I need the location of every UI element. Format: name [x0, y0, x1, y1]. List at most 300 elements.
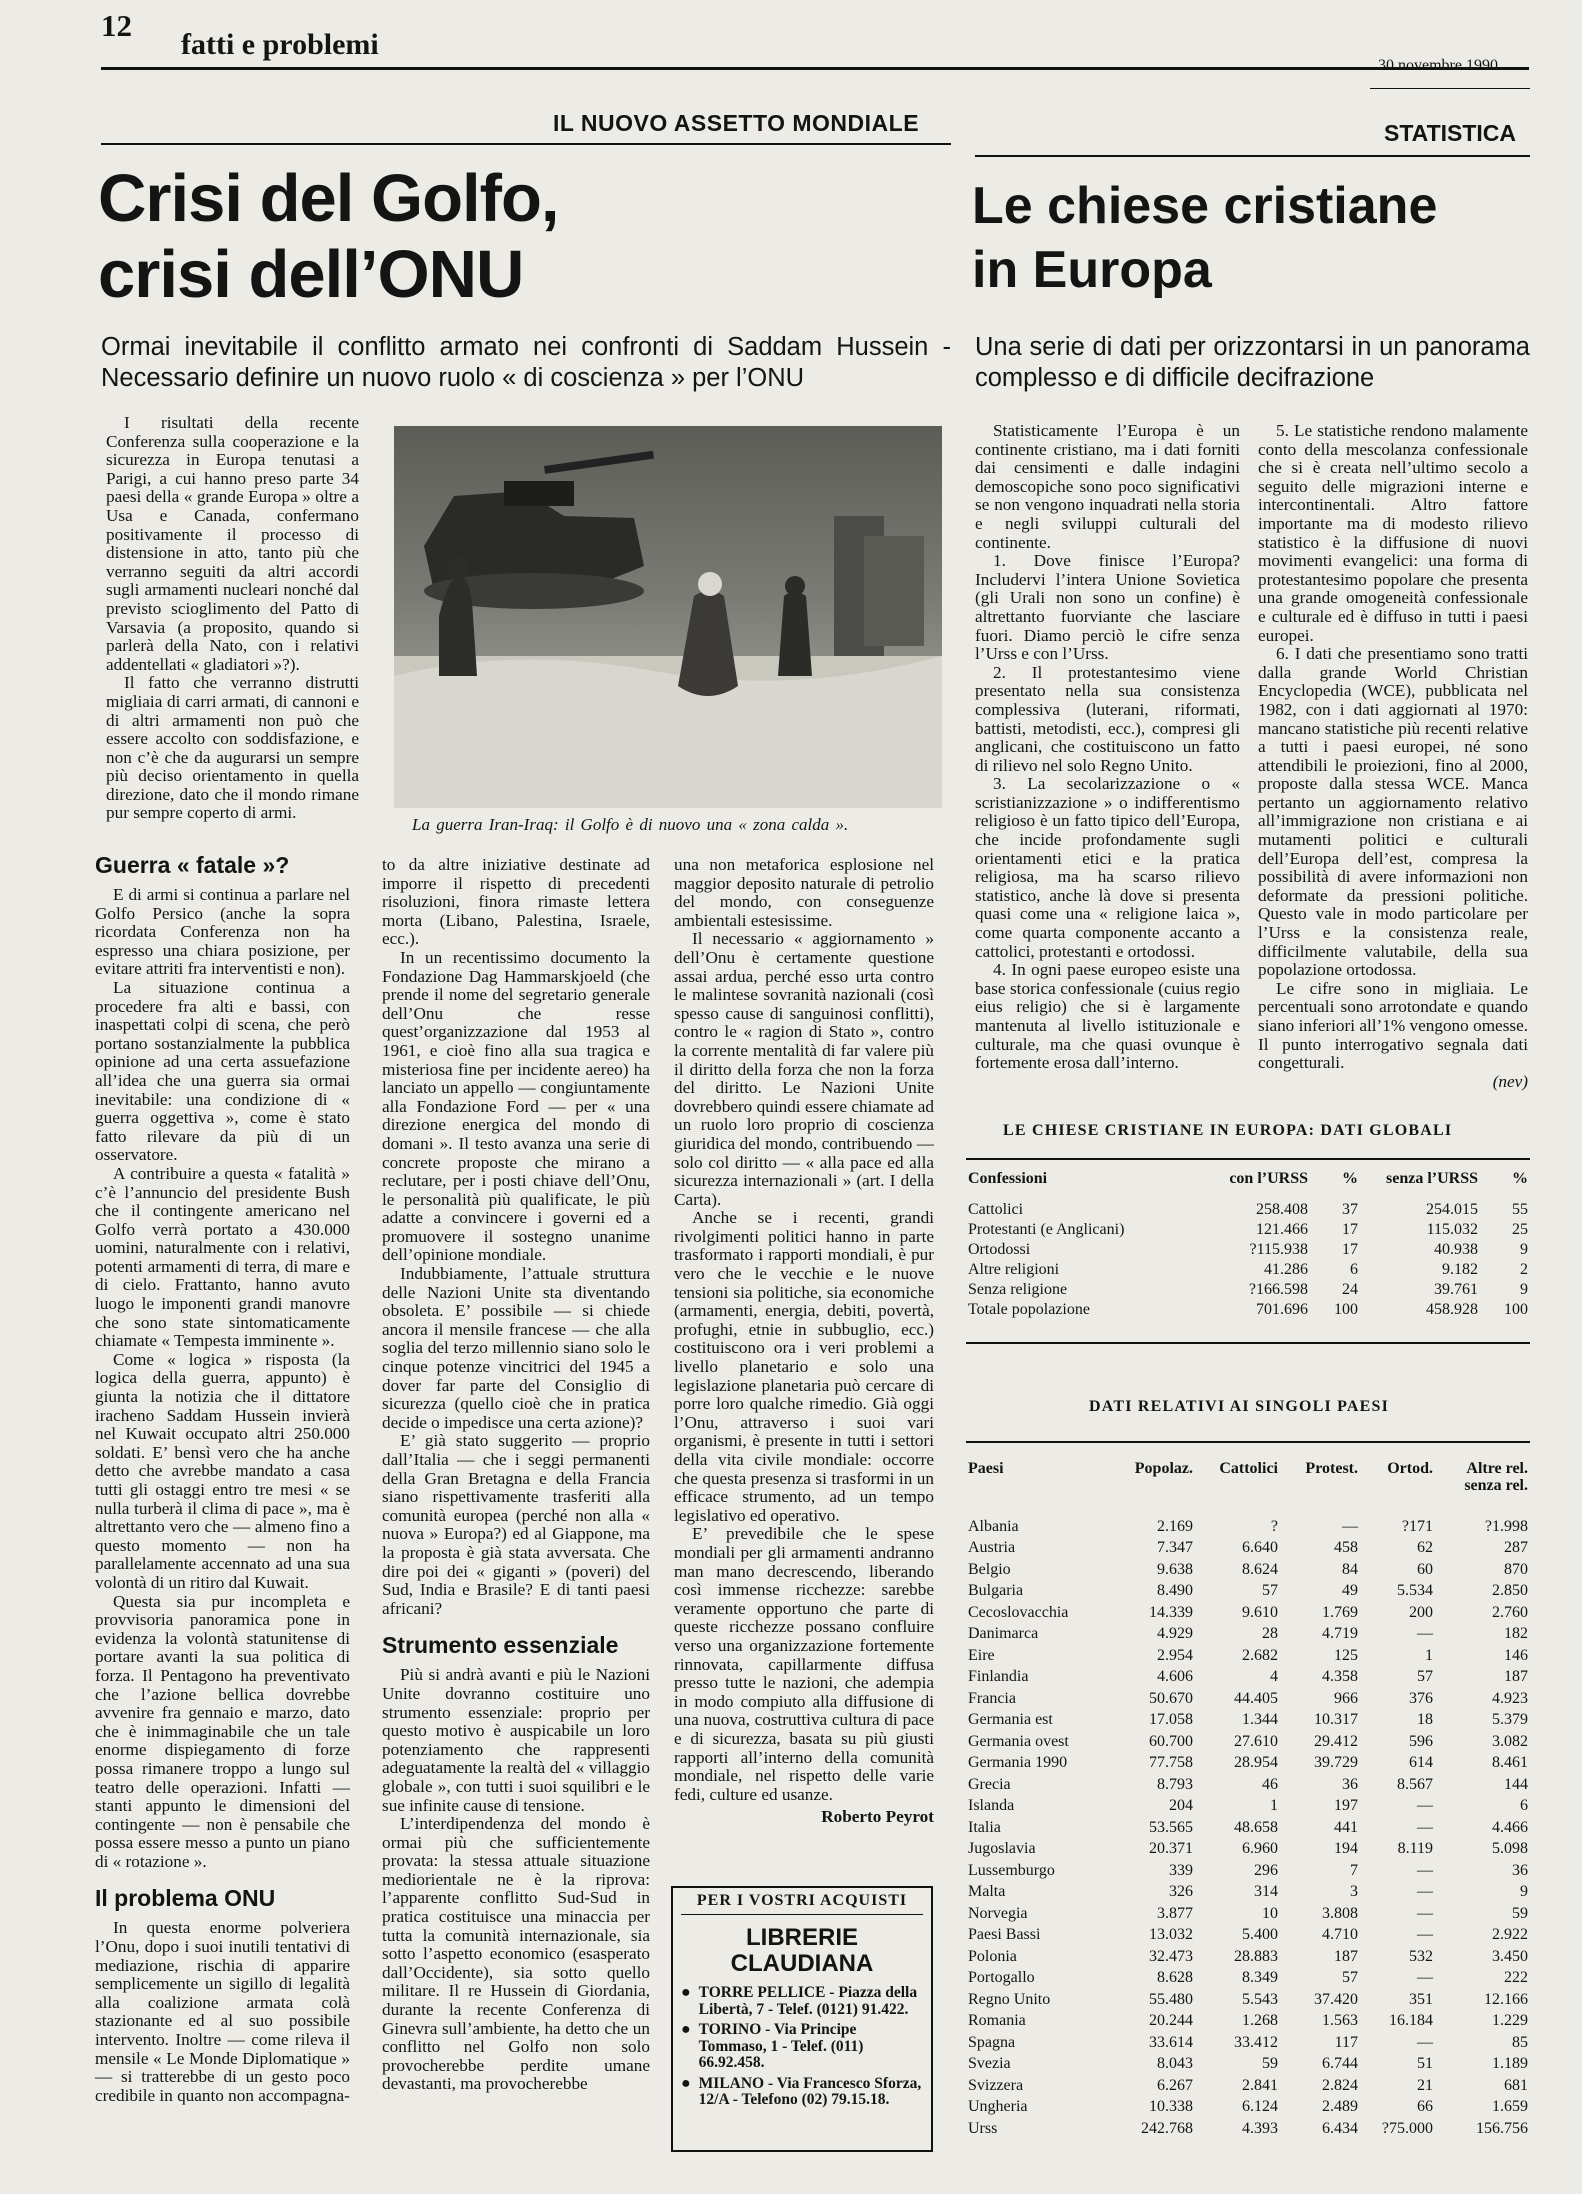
table-cell: 16.184: [1389, 2012, 1433, 2030]
table-cell: 4.606: [1157, 1668, 1193, 1686]
left-col1-main: [95, 838, 350, 2105]
right-subtitle: Una serie di dati per orizzontarsi in un panorama complesso e di difficile decifrazione: [975, 333, 1530, 392]
table-cell: 4.393: [1242, 2119, 1278, 2137]
paragraph: In questa enorme polveriera l’Onu, dopo i suoi inutili tentativi di mediazione, rischia di apparire semplicemente un sigillo di legalità alla coalizione armata colà stazionante ed al suo possibile intervento. Inoltre — come rileva il mensile « Le Monde Diplomatique » — si tratterebbe di un gesto poco credibile in quanto non accompagna-: [95, 1918, 350, 2105]
paragraph: E di armi si continua a parlare nel Golfo Persico (anche la sopra ricordata Conferenza non ha espresso una chiara posizione, per evitare attriti fra interventisti e non).: [95, 885, 350, 979]
table-cell: 156.756: [1476, 2119, 1528, 2137]
news-photo: [394, 426, 942, 808]
table-row: [968, 1516, 1528, 1538]
table-cell: 258.408: [1256, 1201, 1308, 1218]
table-cell: 51: [1417, 2055, 1433, 2073]
table-cell: 4.710: [1322, 1926, 1358, 1944]
table-cell: Portogallo: [968, 1969, 1035, 1987]
table-cell: 24: [1342, 1281, 1358, 1298]
table-cell: 339: [1169, 1861, 1193, 1879]
table-row: [968, 2011, 1528, 2033]
column-header: Ortod.: [1387, 1460, 1433, 1477]
paragraph: Anche se i recenti, grandi rivolgimenti politici hanno in parte trasformato i rapporti mondiali, è pur vero che le vecchie e le nuove tensioni sia politiche, sia economiche (armamenti, energia, debiti, povertà, profughi, etnie in subbuglio, ecc.) costituiscono ora i veri problemi a livello planetario e solo una legislazione planetaria può cercare di porre loro qualche rimedio. Già oggi l’Onu, attraverso i suoi vari organismi, è presente in tutti i settori della vita civile mondiale: occorre che questa presenza si trasformi in un efficace strumento, ad un tempo legislativo ed operativo.: [674, 1208, 934, 1525]
table-cell: 32.473: [1149, 1947, 1193, 1965]
table-cell: 60.700: [1149, 1732, 1193, 1750]
table-cell: 9.638: [1157, 1560, 1193, 1578]
table-cell: —: [1417, 1883, 1433, 1901]
table-cell: 17: [1342, 1241, 1358, 1258]
table-cell: 40.938: [1434, 1241, 1478, 1258]
table-cell: 5.534: [1397, 1582, 1433, 1600]
table-cell: 6.744: [1322, 2055, 1358, 2073]
table-cell: 8.119: [1397, 1840, 1433, 1858]
table-cell: 57: [1342, 1969, 1358, 1987]
table-cell: —: [1417, 1797, 1433, 1815]
table-cell: 28: [1262, 1625, 1278, 1643]
table-row: [968, 1731, 1528, 1753]
table-row: [968, 1817, 1528, 1839]
table-cell: 17: [1342, 1221, 1358, 1238]
table-cell: Italia: [968, 1818, 1001, 1836]
table-cell: Norvegia: [968, 1904, 1028, 1922]
table-cell: 681: [1504, 2076, 1528, 2094]
section-name: fatti e problemi: [181, 28, 379, 61]
table-cell: 4.719: [1322, 1625, 1358, 1643]
table-cell: 5.379: [1492, 1711, 1528, 1729]
table-cell: 6: [1350, 1261, 1358, 1278]
table-row: [968, 1839, 1528, 1861]
left-col2: [382, 856, 650, 2094]
paragraph: Statisticamente l’Europa è un continente cristiano, ma i dati forniti dai censimenti e dalle indagini demoscopiche sono poco significativi se non vengono inquadrati nella storia e negli sviluppi culturali del continente.: [975, 421, 1240, 552]
table-row: [968, 1280, 1528, 1300]
table-cell: 77.758: [1149, 1754, 1193, 1772]
table-cell: ?1.998: [1484, 1517, 1528, 1535]
table-cell: 33.412: [1234, 2033, 1278, 2051]
table-row: [968, 1559, 1528, 1581]
table-cell: Danimarca: [968, 1625, 1039, 1643]
table-cell: Regno Unito: [968, 1990, 1051, 2008]
table-cell: 57: [1417, 1668, 1433, 1686]
table-row: [968, 1581, 1528, 1603]
table-cell: 1.189: [1492, 2055, 1528, 2073]
table-cell: 7.347: [1157, 1539, 1193, 1557]
table-cell: 17.058: [1149, 1711, 1193, 1729]
table-cell: Svizzera: [968, 2076, 1024, 2094]
table1-bottom-rule: [966, 1342, 1530, 1344]
table-cell: 1.769: [1322, 1603, 1358, 1621]
header-rule: [101, 67, 1529, 70]
table-cell: 20.371: [1149, 1840, 1193, 1858]
table-cell: Germania est: [968, 1711, 1053, 1729]
table-cell: 6.960: [1242, 1840, 1278, 1858]
author-signature: Roberto Peyrot: [821, 1807, 934, 1827]
right-kicker-rule: [975, 155, 1530, 157]
table-cell: —: [1417, 2033, 1433, 2051]
table-row: [968, 1753, 1528, 1775]
table-cell: 197: [1334, 1797, 1358, 1815]
table-cell: 121.466: [1256, 1221, 1308, 1238]
table-cell: 10.317: [1314, 1711, 1358, 1729]
table-cell: 2.922: [1492, 1926, 1528, 1944]
table-row: [968, 1300, 1528, 1320]
table-cell: 39.761: [1434, 1281, 1478, 1298]
right-title-line1: Le chiese cristiane: [972, 177, 1438, 235]
table-row: [968, 1882, 1528, 1904]
paragraph: Il fatto che verranno distrutti migliaia di carri armati, di cannoni e di altri armamenti non può che essere accolto con soddisfazione, e non c’è che da augurarsi un sempre più deciso orientamento in quella direzione, dato che il mondo rimane pur sempre coperto di armi.: [106, 673, 359, 823]
table-cell: 4.923: [1492, 1689, 1528, 1707]
column-header: %: [1512, 1170, 1528, 1187]
table-cell: 966: [1334, 1689, 1358, 1707]
header-rule-right: [1370, 88, 1530, 89]
table-cell: Romania: [968, 2012, 1026, 2030]
left-subtitle: Ormai inevitabile il conflitto armato nei confronti di Saddam Hussein - Necessario definire un nuovo ruolo « di coscienza » per l’ONU: [101, 333, 951, 392]
tank-soldiers-photo: [394, 426, 942, 808]
section-heading-strumento: Strumento essenziale: [382, 1632, 619, 1659]
table-cell: 13.032: [1149, 1926, 1193, 1944]
table-cell: 1.659: [1492, 2098, 1528, 2116]
paragraph: La situazione continua a procedere fra alti e bassi, con inaspettati colpi di scena, che però portano sostanzialmente la pubblica opinione ad una certa assuefazione all’idea che una guerra sia ormai inevitabile: una condizione di « guerra oggettiva », come è stato fatto rilevare da più di un osservatore.: [95, 977, 350, 1165]
table-row: [968, 2032, 1528, 2054]
table-cell: Belgio: [968, 1560, 1011, 1578]
table-cell: 458.928: [1426, 1301, 1478, 1318]
table-body: [968, 1200, 1528, 1320]
table-cell: 10.338: [1149, 2098, 1193, 2116]
table-row: [968, 1645, 1528, 1667]
section-heading-guerra: Guerra « fatale »?: [95, 852, 290, 878]
table-row: [968, 1860, 1528, 1882]
table-row: [968, 1602, 1528, 1624]
right-title-line2: in Europa: [972, 241, 1212, 299]
table-cell: 59: [1512, 1904, 1528, 1922]
table-header-row: [968, 1460, 1528, 1494]
table-cell: 6: [1520, 1797, 1528, 1815]
paragraph: Più si andrà avanti e più le Nazioni Unite dovranno costituire uno strumento essenziale: proprio per questo motivo è auspicabile un loro potenziamento che rappresenti adeguatamente la realtà del « villaggio globale », con tutti i suoi squilibri e le sue infinite cause di tensione.: [382, 1665, 650, 1815]
right-col2: [1258, 422, 1528, 1091]
table-cell: 18: [1417, 1711, 1433, 1729]
paragraph: 3. La secolarizzazione o « scristianizzazione » o indifferentismo religioso è un fatto tipico dell’Europa, che incide profondamente sugli orientamenti etici e la pratica religiosa, ma ha scarso rilievo statistico, anche là dove si presenta quasi come una « religione laica », come quarta componente accanto a cattolici, protestanti e ortodossi.: [975, 774, 1240, 961]
table-body: [968, 1516, 1528, 2140]
column-header: Protest.: [1305, 1460, 1358, 1477]
table-row: [968, 1946, 1528, 1968]
column-header-line: senza rel.: [1464, 1477, 1528, 1494]
table-cell: 187: [1334, 1947, 1358, 1965]
table-cell: 4.929: [1157, 1625, 1193, 1643]
table-cell: 200: [1409, 1603, 1433, 1621]
table-cell: 6.124: [1242, 2098, 1278, 2116]
table-cell: 532: [1409, 1947, 1433, 1965]
table-cell: 5.543: [1242, 1990, 1278, 2008]
paragraph: 6. I dati che presentiamo sono tratti dalla grande World Christian Encyclopedia (WCE), pubblicata nel 1982, con i dati aggiornati al 1970: mancano statistiche più recenti relative a tutti i paesi europei, né sono attendibili le proiezioni, fino al 2000, proposte dalla stessa WCE. Manca pertanto un aggiornamento relativo all’immigrazione non cristiana e ai mutamenti politici e culturali dell’Europa dell’est, compresa la possibilità di avere informazioni non deformate da pressioni politiche. Questo vale in modo particolare per l’Urss e la consistenza reale, difficilmente valutabile, della sua popolazione ortodossa.: [1258, 644, 1528, 980]
table-cell: 3.877: [1157, 1904, 1193, 1922]
table-cell: Eire: [968, 1646, 995, 1664]
left-kicker: IL NUOVO ASSETTO MONDIALE: [553, 110, 920, 136]
table-cell: 351: [1409, 1990, 1433, 2008]
left-title-line2: crisi dell’ONU: [98, 237, 524, 312]
table-cell: 9.182: [1442, 1261, 1478, 1278]
table-cell: Jugoslavia: [968, 1840, 1036, 1858]
paragraph: In un recentissimo documento la Fondazione Dag Hammarskjoeld (che prende il nome del segretario generale dell’Onu che resse quest’organizzazione dal 1953 al 1961, e cioè fino alla sua tragica e misteriosa fine per incidente aereo) ha lanciato un appello — congiuntamente alla Fondazione Ford — per « una direzione energica del mondo di domani ». Il testo avanza una serie di concrete proposte che mirano a reclutare, per i posti chiave dell’Onu, le personalità più qualificate, le più adatte a convincere i governi ed a promuovere il sostegno unanime dell’opinione mondiale.: [382, 947, 650, 1265]
table-cell: 4.466: [1492, 1818, 1528, 1836]
table-cell: Grecia: [968, 1775, 1011, 1793]
table1-title: LE CHIESE CRISTIANE IN EUROPA: DATI GLOBALI: [1003, 1122, 1453, 1139]
column-header: Cattolici: [1219, 1460, 1278, 1477]
table-cell: 8.461: [1492, 1754, 1528, 1772]
table-cell: 441: [1334, 1818, 1358, 1836]
table-row: [968, 1624, 1528, 1646]
table-cell: 8.490: [1157, 1582, 1193, 1600]
ad-name-line1: LIBRERIE: [745, 1924, 858, 1951]
left-kicker-rule: [101, 143, 951, 145]
table-cell: 9: [1520, 1883, 1528, 1901]
table-cell: ?115.938: [1249, 1241, 1308, 1258]
paragraph: 1. Dove finisce l’Europa? Includervi l’intera Unione Sovietica (gli Urali non sono un confine) è altrettanto fuorviante che lasciare fuori. Diamo perciò le cifre senza l’Urss e con l’Urss.: [975, 551, 1240, 664]
table-cell: 9: [1520, 1241, 1528, 1258]
table-cell: 84: [1342, 1560, 1358, 1578]
table-cell: 1.563: [1322, 2012, 1358, 2030]
table-cell: —: [1417, 1969, 1433, 1987]
table-cell: 2.760: [1492, 1603, 1528, 1621]
table-cell: 46: [1262, 1775, 1278, 1793]
table-cell: 144: [1504, 1775, 1528, 1793]
table-row: [968, 1774, 1528, 1796]
table-cell: 242.768: [1141, 2119, 1193, 2137]
paragraph: una non metaforica esplosione nel maggior deposito naturale di petrolio del mondo, con conseguenze ambientali estesissime.: [674, 855, 934, 930]
table-cell: 3.450: [1492, 1947, 1528, 1965]
table-row: [968, 1667, 1528, 1689]
table-row: [968, 1903, 1528, 1925]
table-cell: 1.344: [1242, 1711, 1278, 1729]
table-row: [968, 1968, 1528, 1990]
table-cell: 60: [1417, 1560, 1433, 1578]
table-cell: 9.610: [1242, 1603, 1278, 1621]
bullet-icon: ●: [681, 2021, 691, 2038]
table-cell: Bulgaria: [968, 1582, 1024, 1600]
paragraph: L’interdipendenza del mondo è ormai più che sufficientemente provata: la stessa attuale situazione mediorientale ne è la riprova: l’apparente conflitto Sud-Sud in pratica costituisce una minaccia per tutta la comunità internazionale, sia sotto l’aspetto economico (esasperato dall’Occidente), sia sotto quello militare. Il re Hussein di Giordania, durante la recente Conferenza di Ginevra sull’ambiente, ha detto che un conflitto nel Golfo non solo provocherebbe perdite umane devastanti, ma provocherebbe: [382, 1814, 650, 2094]
table-cell: 2.824: [1322, 2076, 1358, 2094]
table-cell: 100: [1504, 1301, 1528, 1318]
left-col1-intro: [106, 414, 359, 823]
table-row: [968, 1200, 1528, 1220]
paragraph: Il necessario « aggiornamento » dell’Onu è certamente questione assai ardua, perché esso urta contro le malintese sovranità nazionali (così spesso cause di sanguinosi conflitti), contro le « ragion di Stato », contro la corrente mentalità di far valere più il diritto della forza che non la forza del diritto. Le Nazioni Unite dovrebbero quindi essere chiamate ad un ruolo loro proprio di coscienza giuridica del mondo, contribuendo — solo col diritto — « alla pace ed alla sicurezza internazionali » (art. I della Carta).: [674, 929, 934, 1209]
table-cell: 194: [1334, 1840, 1358, 1858]
ad-store: [681, 2076, 923, 2109]
table-cell: 326: [1169, 1883, 1193, 1901]
table-cell: Protestanti (e Anglicani): [968, 1221, 1125, 1238]
paragraph: I risultati della recente Conferenza sulla cooperazione e la sicurezza in Europa tenutasi a Parigi, a cui hanno preso parte 34 paesi della « grande Europa » oltre a Usa e Canada, confermano positivamente il processo di distensione in atto, tanto più che verranno seguiti da altri accordi sugli armamenti nucleari nonché dal previsto scioglimento del Patto di Varsavia (a proposito, quando si parlerà della Nato, con i relativi addentellati « gladiatori »?).: [106, 413, 359, 674]
table-cell: 296: [1254, 1861, 1278, 1879]
table-cell: Albania: [968, 1517, 1019, 1535]
paragraph: E’ già stato suggerito — proprio dall’Italia — che i seggi permanenti della Gran Bretagna e della Francia siano rispettivamente trasferiti alla comunità europea (perché non alla « nuova » Europa?) ed al Giappone, ma la proposta è già stata avversata. Che dire poi dei « giganti » (poveri) del Sud, India e Brasile? E di tanti paesi africani?: [382, 1431, 650, 1618]
table-cell: 8.043: [1157, 2055, 1193, 2073]
table-cell: 20.244: [1149, 2012, 1193, 2030]
table-cell: 3.082: [1492, 1732, 1528, 1750]
paragraph: 5. Le statistiche rendono malamente conto della mescolanza confessionale che si è creata nell’ultimo secolo a seguito delle migrazioni interne e intercontinentali. Altro fattore importante ma di modesto rilievo statistico è la diffusione di nuovi movimenti evangelici: una forma di protestantesimo popolare che presenta una grande omogeneità confessionale e culturale ed è diffuso in tutti i paesi europei.: [1258, 421, 1528, 645]
table-cell: 66: [1417, 2098, 1433, 2116]
table-cell: 204: [1169, 1797, 1193, 1815]
table-cell: 8.624: [1242, 1560, 1278, 1578]
table-cell: 8.793: [1157, 1775, 1193, 1793]
table-cell: 28.954: [1234, 1754, 1278, 1772]
table-cell: 146: [1504, 1646, 1528, 1664]
table-cell: Paesi Bassi: [968, 1926, 1041, 1944]
table-cell: 27.610: [1234, 1732, 1278, 1750]
table-row: [968, 1688, 1528, 1710]
paragraph: Come « logica » risposta (la logica della guerra, appunto) è giunta la notizia che il dittatore iracheno Saddam Hussein invierà nel Kuwait occupato altri 250.000 soldati. E’ bensì vero che ha anche detto che avrebbe mandato a casa tutti gli ostaggi entro tre mesi « se nulla turberà il clima di pace », ma è altrettanto vero che — almeno fino a questo momento — non ha parallelamente accennato ad una sua volontà di un ritiro dal Kuwait.: [95, 1349, 350, 1592]
table-cell: —: [1417, 1818, 1433, 1836]
table-cell: Ungheria: [968, 2098, 1028, 2116]
section-heading-problema: Il problema ONU: [95, 1885, 276, 1912]
global-data-table: [968, 1170, 1528, 1320]
paragraph: E’ prevedibile che le spese mondiali per gli armamenti andranno man mano decrescendo, liberando così immense ricchezze: sarebbe veramente opportuno che parte di queste ricchezze possano confluire verso una organizzazione fortemente rinnovata, capillarmente diffusa presso tutte le nazioni, che adempia in modo compiuto alla diffusione di una nuova, costruttiva cultura di pace e di sicurezza, basata su più giusti rapporti all’interno della comunità mondiale, nel rispetto delle varie fedi, culture ed usanze.: [674, 1524, 934, 1804]
table-cell: Germania 1990: [968, 1754, 1068, 1772]
table-cell: 21: [1417, 2076, 1433, 2094]
table-cell: 2.682: [1242, 1646, 1278, 1664]
table-cell: 14.339: [1149, 1603, 1193, 1621]
table-cell: 9: [1520, 1281, 1528, 1298]
ad-name-line2: CLAUDIANA: [730, 1950, 874, 1977]
table-cell: Lussemburgo: [968, 1861, 1055, 1879]
table-cell: 117: [1334, 2033, 1358, 2051]
right-col1: [975, 422, 1240, 1073]
table-row: [968, 1240, 1528, 1260]
bullet-icon: ●: [681, 2074, 691, 2092]
table-cell: 376: [1409, 1689, 1433, 1707]
column-header: [1433, 1460, 1528, 1494]
table-cell: 49: [1342, 1582, 1358, 1600]
table-row: [968, 2075, 1528, 2097]
table-cell: 614: [1409, 1754, 1433, 1772]
table-cell: 36: [1342, 1775, 1358, 1793]
column-header-line: Altre rel.: [1466, 1460, 1528, 1477]
table-cell: 8.567: [1397, 1775, 1433, 1793]
table-cell: Urss: [968, 2119, 998, 2137]
table-row: [968, 1260, 1528, 1280]
table-cell: 2: [1520, 1261, 1528, 1278]
table-cell: 314: [1254, 1883, 1278, 1901]
table-cell: 33.614: [1149, 2033, 1193, 2051]
table-cell: Cecoslovacchia: [968, 1603, 1069, 1621]
table-cell: ?166.598: [1248, 1281, 1308, 1298]
column-header: senza l’URSS: [1385, 1170, 1478, 1187]
table-cell: 36: [1512, 1861, 1528, 1879]
table-cell: 1.268: [1242, 2012, 1278, 2030]
table-cell: 57: [1262, 1582, 1278, 1600]
signature: (nev): [1492, 1071, 1528, 1091]
table-cell: 3: [1350, 1883, 1358, 1901]
right-kicker: STATISTICA: [1384, 120, 1517, 146]
table-cell: 458: [1334, 1539, 1358, 1557]
paragraph: Le cifre sono in migliaia. Le percentuali sono arrotondate e quando siano inferiori all’1% vengono omesse. Il punto interrogativo segnala dati congetturali.: [1258, 978, 1528, 1073]
table-cell: 12.166: [1484, 1990, 1528, 2008]
ad-store: [681, 2022, 923, 2072]
paragraph: Indubbiamente, l’attuale struttura delle Nazioni Unite sta diventando obsoleta. E’ possibile — si chiede ancora il mensile francese — che alla soglia del terzo millennio siano solo le cinque potenze vincitrici del 1945 a dover far parte del Consiglio di sicurezza (quello cioè che in pratica decide o impedisce una certa azione)?: [382, 1264, 650, 1432]
table-cell: —: [1417, 1926, 1433, 1944]
table-row: [968, 1710, 1528, 1732]
column-header: Popolaz.: [1134, 1460, 1193, 1477]
table-cell: Finlandia: [968, 1668, 1029, 1686]
table-cell: 2.489: [1322, 2098, 1358, 2116]
table-cell: 6.267: [1157, 2076, 1193, 2094]
header-spacer: [968, 1494, 1528, 1516]
table-cell: Senza religione: [968, 1281, 1068, 1298]
table-cell: 701.696: [1256, 1301, 1308, 1318]
table-cell: —: [1417, 1861, 1433, 1879]
table-cell: 39.729: [1314, 1754, 1358, 1772]
table-cell: Germania ovest: [968, 1732, 1069, 1750]
table-cell: 4: [1270, 1668, 1278, 1686]
table-cell: 37: [1342, 1201, 1358, 1218]
column-header: %: [1342, 1170, 1358, 1187]
table-row: [968, 2118, 1528, 2140]
table-row: [968, 1220, 1528, 1240]
paragraph: 2. Il protestantesimo viene presentato nella sua consistenza complessiva (luterani, riformati, battisti, metodisti, ecc.), compresi gli anglicani, che costituiscono un fatto di rilievo nel solo Regno Unito.: [975, 662, 1240, 775]
table-row: [968, 1796, 1528, 1818]
table-row: [968, 1538, 1528, 1560]
country-data-table: [968, 1460, 1528, 2140]
table-cell: 85: [1512, 2033, 1528, 2051]
issue-date: 30 novembre 1990: [1378, 57, 1498, 74]
table-cell: 6.434: [1322, 2119, 1358, 2137]
paragraph: 4. In ogni paese europeo esiste una base storica confessionale (cuius regio eius religio) che si è largamente mantenuta al livello istituzionale e culturale, ma che quasi ovunque è fortemente erosa dall’interno.: [975, 960, 1240, 1073]
table-cell: 1: [1270, 1797, 1278, 1815]
table-cell: 222: [1504, 1969, 1528, 1987]
table-cell: Polonia: [968, 1947, 1017, 1965]
table-cell: 596: [1409, 1732, 1433, 1750]
ad-header: PER I VOSTRI ACQUISTI: [681, 1892, 923, 1915]
table-cell: 2.954: [1157, 1646, 1193, 1664]
table-cell: 5.098: [1492, 1840, 1528, 1858]
table-cell: Francia: [968, 1689, 1016, 1707]
table-cell: Altre religioni: [968, 1261, 1060, 1278]
table-cell: Cattolici: [968, 1201, 1024, 1218]
table-cell: 1: [1425, 1646, 1433, 1664]
table-row: [968, 2097, 1528, 2119]
table-cell: Spagna: [968, 2033, 1016, 2051]
table-cell: 59: [1262, 2055, 1278, 2073]
table-cell: 50.670: [1149, 1689, 1193, 1707]
photo-caption: La guerra Iran-Iraq: il Golfo è di nuovo una « zona calda ».: [412, 815, 849, 834]
paragraph: A contribuire a questa « fatalità » c’è l’annuncio del presidente Bush che il contingente americano nel Golfo verrà portato a 430.000 uomini, naturalmente con i relativi, potenti armamenti di terra, di mare e di cielo. Frattanto, hanno avuto luogo le imponenti grandi manovre che sono state sintomaticamente chiamate « Tempesta imminente ».: [95, 1163, 350, 1351]
table-cell: Svezia: [968, 2055, 1011, 2073]
table-cell: 182: [1504, 1625, 1528, 1643]
left-col3: [674, 856, 934, 1827]
table-cell: 4.358: [1322, 1668, 1358, 1686]
table-cell: 7: [1350, 1861, 1358, 1879]
table-cell: 28.883: [1234, 1947, 1278, 1965]
table-cell: 8.349: [1242, 1969, 1278, 1987]
table-cell: 41.286: [1264, 1261, 1308, 1278]
table-cell: —: [1417, 1904, 1433, 1922]
table-cell: 115.032: [1426, 1221, 1478, 1238]
table-cell: Totale popolazione: [968, 1301, 1090, 1318]
table-cell: ?171: [1401, 1517, 1433, 1535]
table-cell: 29.412: [1314, 1732, 1358, 1750]
table-cell: 2.841: [1242, 2076, 1278, 2094]
column-header: Confessioni: [968, 1170, 1048, 1187]
table-cell: Malta: [968, 1883, 1006, 1901]
table-cell: —: [1417, 1625, 1433, 1643]
table-cell: 55.480: [1149, 1990, 1193, 2008]
table-cell: 870: [1504, 1560, 1528, 1578]
table-cell: ?75.000: [1381, 2119, 1433, 2137]
table-cell: Austria: [968, 1539, 1016, 1557]
table-cell: 37.420: [1314, 1990, 1358, 2008]
table-cell: —: [1342, 1517, 1358, 1535]
paragraph: Questa sia pur incompleta e provvisoria panoramica pone in evidenza la volontà statunitense di portare avanti la sua politica di forza. Il Pentagono ha preventivato che l’azione bellica dovrebbe avvenire fra gennaio e marzo, dato che è inimmaginabile che un tale enorme dispiegamento di forze possa rimanere troppo a lungo sul teatro delle operazioni. Infatti — stanti appunto le dimensioni del contingente — non è pensabile che possa essere messo a punto un piano di « rotazione ».: [95, 1591, 350, 1871]
table-cell: 10: [1262, 1904, 1278, 1922]
store-address: TORINO - Via Principe Tommaso, 1 - Telef. (011) 66.92.458.: [698, 2021, 864, 2071]
table-cell: 62: [1417, 1539, 1433, 1557]
table-cell: 55: [1512, 1201, 1528, 1218]
table2-title: DATI RELATIVI AI SINGOLI PAESI: [1089, 1398, 1390, 1415]
table-cell: 48.658: [1234, 1818, 1278, 1836]
column-header: con l’URSS: [1229, 1170, 1308, 1187]
table-cell: 6.640: [1242, 1539, 1278, 1557]
